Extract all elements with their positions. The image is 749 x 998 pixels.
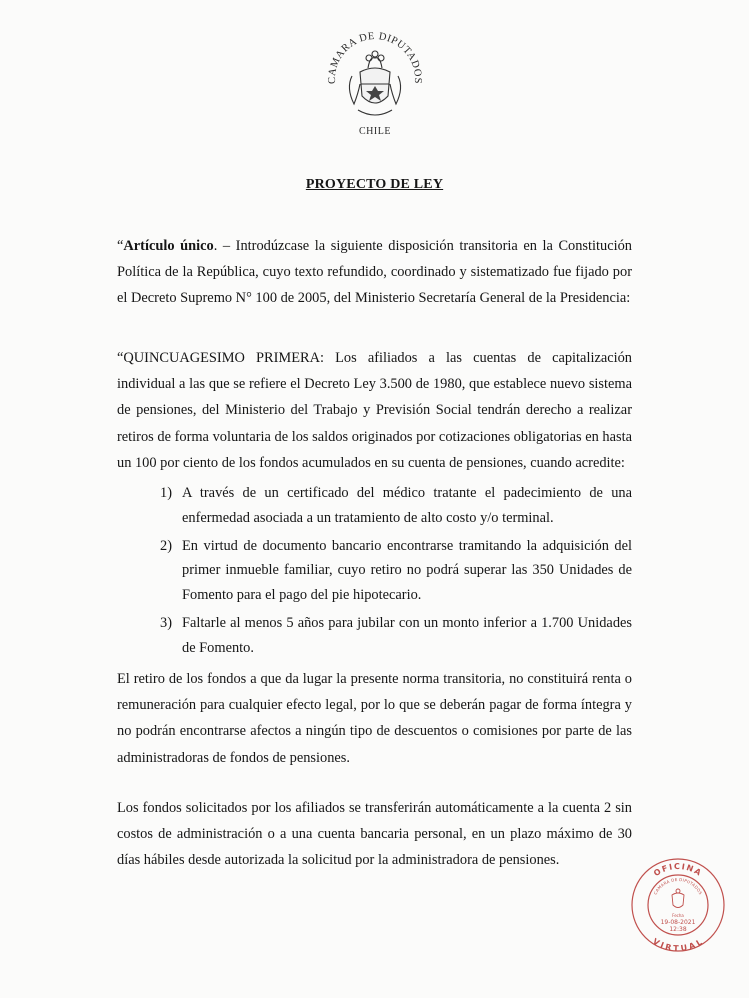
stamp-bottom-text: VIRTUAL — [651, 936, 705, 953]
list-item-text: A través de un certificado del médico tratante el padecimiento de una enfermedad asociada a un tratamiento de alto costo y/o terminal. — [182, 485, 632, 526]
intro-text: . – Introdúzcase la siguiente disposición transitoria en la Constitución Política de la República, cuyo texto refundido, coordinado y sistematizado fue fijado por el Decreto Supremo N° 100 de 2005, del Ministerio Secretaría General de la Presidencia: — [117, 238, 633, 307]
stamp-inner-text: CAMARA DE DIPUTADOS — [652, 876, 704, 896]
list-item-number: 3) — [160, 614, 172, 631]
stamp-time: 12:38 — [669, 926, 687, 933]
stamp-crest-icon — [672, 889, 684, 908]
provision-paragraph: “QUINCUAGESIMO PRIMERA: Los afiliados a las cuentas de capitalización individual a las que se refiere el Decreto Ley 3.500 de 1980, que establece nuevo sistema de pensiones, del Ministerio del Trabajo y Previsión Social tendrán derecho a realizar retiros de forma voluntaria de los saldos originados por cotizaciones obligatorias en hasta un 100 por ciento de los fondos acumulados en su cuenta de pensiones, cuando acredite: — [117, 350, 632, 471]
list-item-number: 2) — [160, 537, 172, 554]
seal-country: CHILE — [359, 126, 391, 137]
seal-arc-text: CAMARA DE DIPUTADOS — [326, 30, 424, 85]
article-label: Artículo único — [123, 238, 214, 254]
stamp-top-text: OFICINA — [652, 861, 704, 879]
list-item — [117, 611, 632, 661]
intro-paragraph — [117, 233, 632, 312]
oficina-virtual-stamp — [628, 855, 728, 955]
stamp-date-label: Fecha — [672, 913, 684, 918]
svg-text:OFICINA — [652, 862, 704, 878]
requirements-list — [117, 481, 632, 664]
coat-of-arms-icon — [349, 51, 400, 115]
list-item-number: 1) — [160, 485, 172, 501]
list-item — [117, 534, 632, 608]
stamp-date: 19-08-2021 — [660, 919, 696, 926]
document-title: PROYECTO DE LEY — [305, 177, 444, 192]
list-item — [117, 481, 632, 531]
fondos-paragraph: Los fondos solicitados por los afiliados se transferirán automáticamente a la cuenta 2 sin costos de administración o a una cuenta bancaria personal, en un plazo máximo de 30 días hábiles desde autorizada la solicitud por la administradora de pensiones. — [117, 800, 632, 869]
camara-de-diputados-seal — [322, 24, 428, 140]
retiro-paragraph: El retiro de los fondos a que da lugar la presente norma transitoria, no constituirá renta o remuneración para cualquier efecto legal, por lo que se deberán pagar de forma íntegra y no podrán encontrarse afectos a ningún tipo de descuentos o comisiones por parte de las administradoras de fondos de pensiones. — [117, 671, 632, 766]
list-item-text: Faltarle al menos 5 años para jubilar con un monto inferior a 1.700 Unidades de Fomento. — [182, 614, 632, 656]
list-item-text: En virtud de documento bancario encontrarse tramitando la adquisición del primer inmueble familiar, cuyo retiro no podrá superar las 350 Unidades de Fomento para el pago del pie hipotecario. — [182, 537, 632, 604]
svg-text:VIRTUAL — [651, 936, 704, 952]
intro-open-quote: “ — [117, 238, 124, 254]
